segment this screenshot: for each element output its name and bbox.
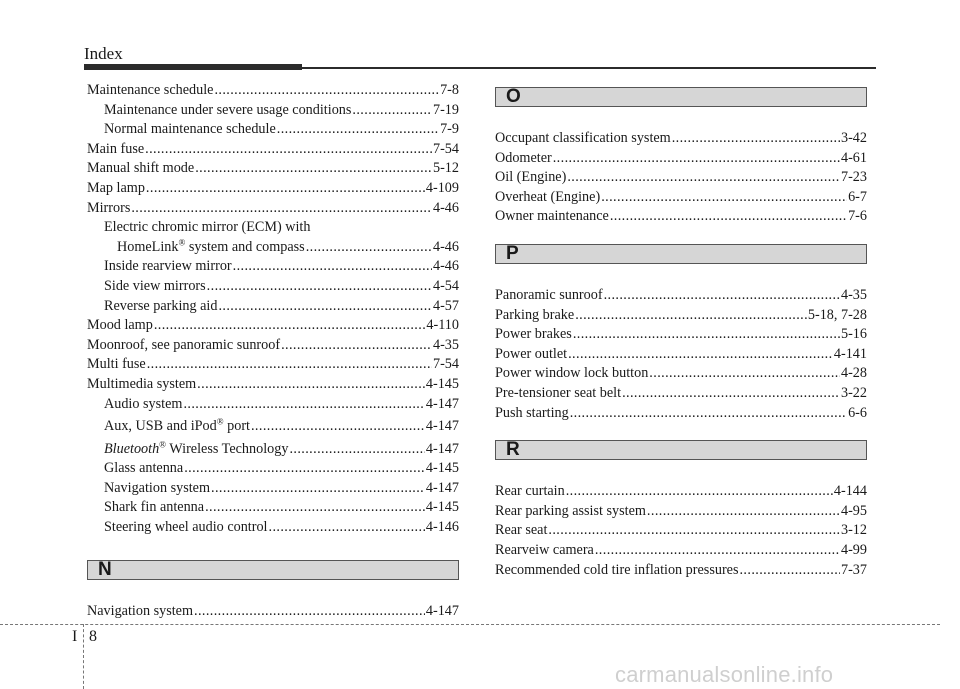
index-subentry-continued: HomeLink® system and compass ..... 4-46 (87, 238, 459, 258)
section-header-r: R (495, 440, 867, 460)
index-subentry: Steering wheel audio control ..... 4-146 (87, 518, 459, 538)
index-entry: Maintenance schedule ..... 7-8 (87, 81, 459, 101)
index-entry: Odometer ..... 4-61 (495, 149, 867, 169)
header-rule-thick (84, 64, 302, 70)
index-entry: Map lamp ..... 4-109 (87, 179, 459, 199)
index-entry: Rear parking assist system ..... 4-95 (495, 502, 867, 522)
section-header-o: O (495, 87, 867, 107)
index-entry: Parking brake ..... 5-18, 7-28 (495, 306, 867, 326)
index-column-left (87, 81, 459, 621)
page-number: 8 (89, 628, 97, 645)
index-entry: Overheat (Engine) ..... 6-7 (495, 188, 867, 208)
index-subentry: Bluetooth® Wireless Technology ..... 4-147 (87, 440, 459, 460)
index-entry: Power brakes ..... 5-16 (495, 325, 867, 345)
section-header-p: P (495, 244, 867, 264)
index-entry: Moonroof, see panoramic sunroof ..... 4-35 (87, 336, 459, 356)
watermark: carmanualsonline.info (615, 662, 834, 687)
footer-vertical-divider (83, 624, 84, 689)
index-subentry: Navigation system ..... 4-147 (87, 479, 459, 499)
index-entry: Rear seat ..... 3-12 (495, 521, 867, 541)
index-entry: Occupant classification system ..... 3-42 (495, 129, 867, 149)
index-subentry: Electric chromic mirror (ECM) with (104, 219, 311, 236)
index-entry: Mirrors ..... 4-46 (87, 199, 459, 219)
page-title: Index (84, 44, 123, 63)
index-entry: Rear curtain ..... 4-144 (495, 482, 867, 502)
index-column-right (495, 87, 867, 580)
header-rule-thin (302, 67, 876, 69)
index-subentry: Side view mirrors ..... 4-54 (87, 277, 459, 297)
index-subentry: Maintenance under severe usage conditions ..... 7-19 (87, 101, 459, 121)
index-subentry: Audio system ..... 4-147 (87, 395, 459, 415)
index-entry: Panoramic sunroof ..... 4-35 (495, 286, 867, 306)
section-header-n: N (87, 560, 459, 580)
footer-section-label: I (72, 628, 78, 645)
index-entry: Oil (Engine) ..... 7-23 (495, 168, 867, 188)
index-entry: Navigation system ..... 4-147 (87, 602, 459, 622)
index-subentry: Inside rearview mirror ..... 4-46 (87, 257, 459, 277)
index-subentry: Glass antenna ..... 4-145 (87, 459, 459, 479)
index-entry: Main fuse ..... 7-54 (87, 140, 459, 160)
footer-divider (0, 624, 940, 625)
index-entry: Rearveiw camera ..... 4-99 (495, 541, 867, 561)
index-entry: Power window lock button ..... 4-28 (495, 364, 867, 384)
index-subentry: Shark fin antenna ..... 4-145 (87, 498, 459, 518)
index-entry: Multi fuse ..... 7-54 (87, 355, 459, 375)
index-entry: Owner maintenance ..... 7-6 (495, 207, 867, 227)
index-subentry: Reverse parking aid ..... 4-57 (87, 297, 459, 317)
index-subentry: Aux, USB and iPod® port ..... 4-147 (87, 417, 459, 437)
index-entry: Mood lamp ..... 4-110 (87, 316, 459, 336)
index-entry: Manual shift mode ..... 5-12 (87, 159, 459, 179)
index-entry: Push starting ..... 6-6 (495, 404, 867, 424)
index-entry: Pre-tensioner seat belt ..... 3-22 (495, 384, 867, 404)
index-entry: Power outlet ..... 4-141 (495, 345, 867, 365)
index-entry: Multimedia system ..... 4-145 (87, 375, 459, 395)
index-entry: Recommended cold tire inflation pressures ..... 7-37 (495, 561, 867, 581)
index-subentry: Normal maintenance schedule ..... 7-9 (87, 120, 459, 140)
